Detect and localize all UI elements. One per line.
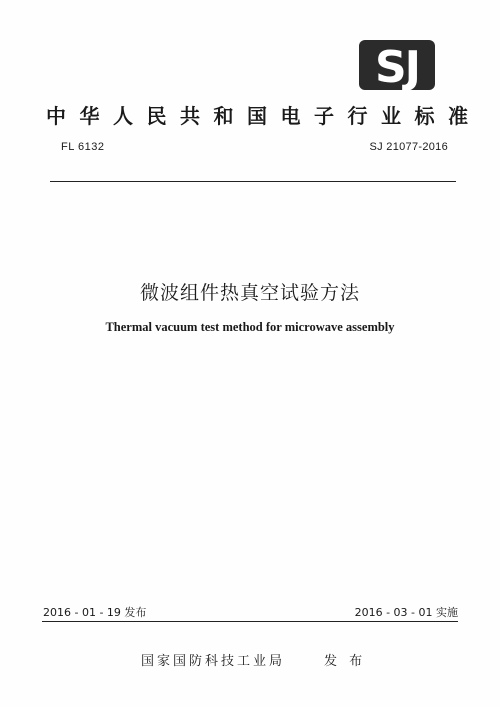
issue-date: 2016 - 01 - 19 发布 [43, 606, 147, 619]
classification-code: FL 6132 [61, 141, 105, 153]
publish-label: 发 布 [324, 654, 367, 669]
document-title-en: Thermal vacuum test method for microwave assembly [105, 320, 395, 334]
implementation-date: 2016 - 03 - 01 实施 [354, 606, 458, 619]
document-title-cn: 微波组件热真空试验方法 [139, 282, 360, 304]
bottom-divider [42, 621, 458, 622]
top-divider [50, 181, 456, 182]
standard-title: 中华人民共和国电子行业标准 [46, 104, 482, 128]
publisher: 国家国防科技工业局 [141, 654, 286, 669]
standard-number: SJ 21077-2016 [369, 141, 448, 153]
sj-logo [358, 36, 438, 94]
logo-text: SJ [374, 42, 420, 93]
